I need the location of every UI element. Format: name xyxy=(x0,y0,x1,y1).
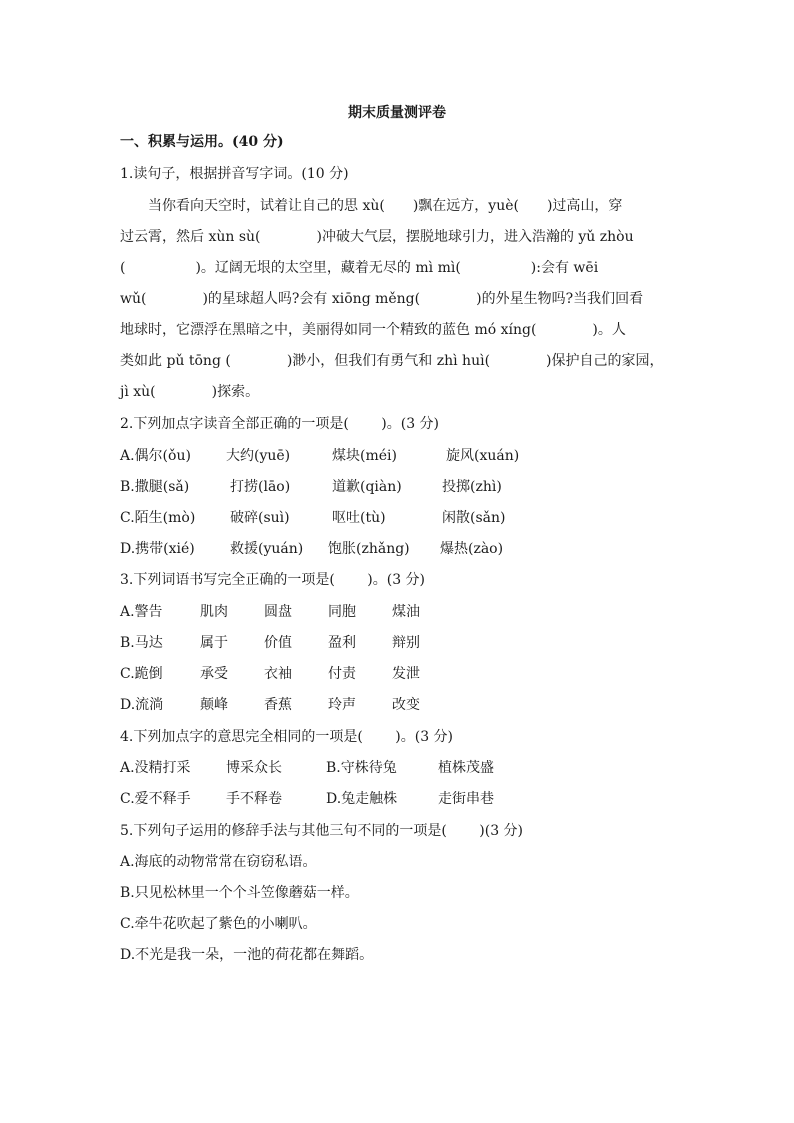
option-item: 破碎(suì) xyxy=(230,510,290,526)
question-2-option-row xyxy=(120,539,680,559)
question-5-option: A.海底的动物常常在窃窃私语。 xyxy=(120,854,317,870)
option-item: 价值 xyxy=(264,635,292,651)
option-item: 旋风(xuán) xyxy=(446,448,520,464)
option-item: 呕吐(tù) xyxy=(332,510,386,526)
question-2-option-row xyxy=(120,508,680,528)
option-item: 改变 xyxy=(392,697,420,713)
option-item: 圆盘 xyxy=(264,604,292,620)
option-item: D.流淌 xyxy=(120,697,164,713)
question-1-line: 类如此 pǔ tōng ( )渺小，但我们有勇气和 zhì huì( )保护自己的家园， xyxy=(120,353,664,369)
option-item: 同胞 xyxy=(328,604,356,620)
option-item: 饱胀(zhǎng) xyxy=(328,541,410,557)
option-item: B.撒腿(sǎ) xyxy=(120,479,190,495)
question-3-option-row xyxy=(120,633,680,653)
page-title: 期末质量测评卷 xyxy=(348,105,446,121)
option-item: 投掷(zhì) xyxy=(442,479,502,495)
option-item: 香蕉 xyxy=(264,697,292,713)
option-item: 爆热(zào) xyxy=(440,541,504,557)
option-item: A.没精打采 xyxy=(120,760,191,776)
question-1-line: jì xù( )探索。 xyxy=(120,384,260,400)
option-item: 颠峰 xyxy=(200,697,228,713)
question-3-option-row xyxy=(120,664,680,684)
question-3-stem: 3.下列词语书写完全正确的一项是( )。(3 分) xyxy=(120,572,426,588)
question-2-option-row xyxy=(120,446,680,466)
option-item: C.爱不释手 xyxy=(120,791,191,807)
option-item: 发泄 xyxy=(392,666,420,682)
option-item: 衣袖 xyxy=(264,666,292,682)
question-2-option-row xyxy=(120,477,680,497)
option-item: A.偶尔(ǒu) xyxy=(120,448,191,464)
question-5-option: B.只见松林里一个个斗笠像蘑菇一样。 xyxy=(120,885,359,901)
option-item: D.兔走触株 xyxy=(326,791,398,807)
option-item: 属于 xyxy=(200,635,228,651)
option-item: 肌肉 xyxy=(200,604,228,620)
option-item: 道歉(qiàn) xyxy=(332,479,402,495)
option-item: 煤油 xyxy=(392,604,420,620)
question-5-stem: 5.下列句子运用的修辞手法与其他三句不同的一项是( )(3 分) xyxy=(120,823,524,839)
option-item: 博采众长 xyxy=(226,760,282,776)
question-1-line: 过云霄，然后 xùn sù( )冲破大气层，摆脱地球引力，进入浩瀚的 yǔ zhòu xyxy=(120,229,634,245)
question-5-option: C.牵牛花吹起了紫色的小喇叭。 xyxy=(120,916,317,932)
question-3-option-row xyxy=(120,695,680,715)
section-heading: 一、积累与运用。(40 分) xyxy=(120,134,284,150)
option-item: 付责 xyxy=(328,666,356,682)
option-item: C.陌生(mò) xyxy=(120,510,196,526)
option-item: D.携带(xié) xyxy=(120,541,195,557)
option-item: 辩别 xyxy=(392,635,420,651)
question-1-line: 当你看向天空时，试着让自己的思 xù( )飘在远方，yuè( )过高山，穿 xyxy=(120,198,623,214)
option-item: 大约(yuē) xyxy=(226,448,291,464)
option-item: C.跪倒 xyxy=(120,666,163,682)
option-item: 闲散(sǎn) xyxy=(442,510,506,526)
option-item: 承受 xyxy=(200,666,228,682)
option-item: 打捞(lāo) xyxy=(230,479,291,495)
option-item: 盈利 xyxy=(328,635,356,651)
option-item: 煤块(méi) xyxy=(332,448,397,464)
question-1-line: wǔ( )的星球超人吗?会有 xiōng měng( )的外星生物吗?当我们回看 xyxy=(120,291,644,307)
question-4-option-row xyxy=(120,758,680,778)
question-1-line: ( )。辽阔无垠的太空里，藏着无尽的 mì mì( ):会有 wēi xyxy=(120,260,599,276)
question-3-option-row xyxy=(120,602,680,622)
option-item: 手不释卷 xyxy=(226,791,282,807)
question-4-option-row xyxy=(120,789,680,809)
question-1-line: 地球时，它漂浮在黑暗之中，美丽得如同一个精致的蓝色 mó xíng( )。人 xyxy=(120,322,626,338)
option-item: B.守株待兔 xyxy=(326,760,397,776)
option-item: B.马达 xyxy=(120,635,163,651)
option-item: 走街串巷 xyxy=(438,791,494,807)
question-4-stem: 4.下列加点字的意思完全相同的一项是( )。(3 分) xyxy=(120,729,454,745)
question-1-stem: 1.读句子，根据拼音写字词。(10 分) xyxy=(120,166,349,182)
question-2-stem: 2.下列加点字读音全部正确的一项是( )。(3 分) xyxy=(120,416,440,432)
option-item: 玲声 xyxy=(328,697,356,713)
option-item: A.警告 xyxy=(120,604,163,620)
question-5-option: D.不光是我一朵，一池的荷花都在舞蹈。 xyxy=(120,947,374,963)
option-item: 植株茂盛 xyxy=(438,760,494,776)
option-item: 救援(yuán) xyxy=(230,541,304,557)
